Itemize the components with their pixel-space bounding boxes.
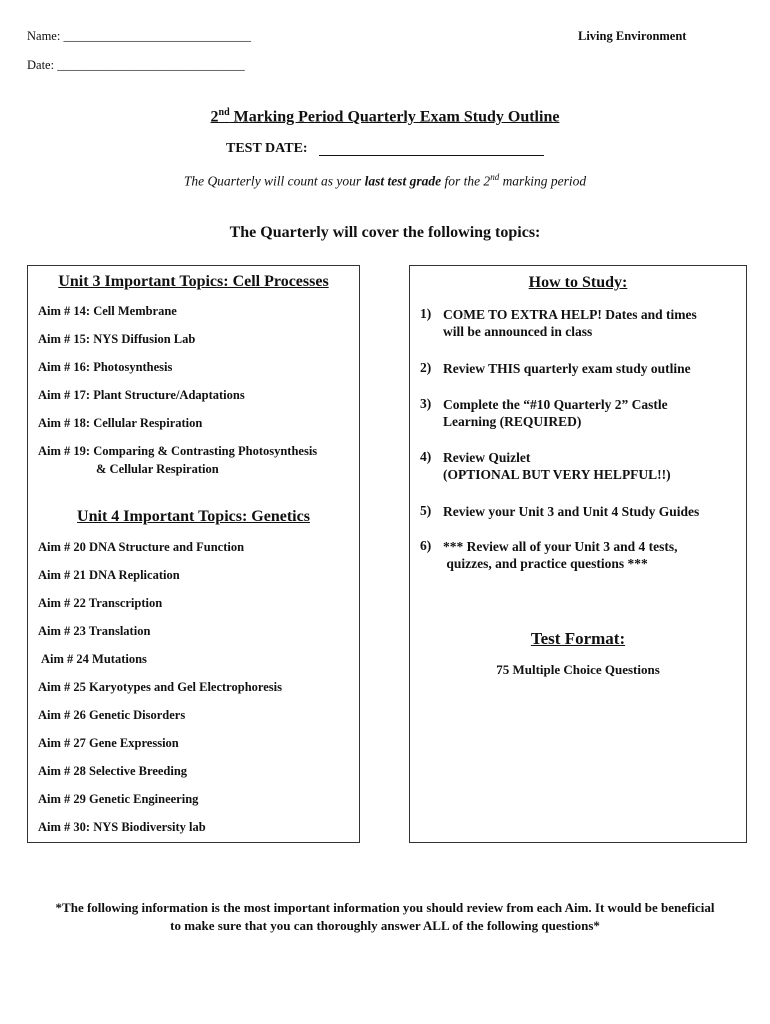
page-title — [0, 107, 770, 126]
topics-heading: The Quarterly will cover the following topics: — [229, 224, 541, 241]
title-prefix: 2 — [210, 108, 219, 126]
test-format-detail: 75 Multiple Choice Questions — [496, 662, 660, 677]
footer-note-line2: to make sure that you can thoroughly answer ALL of the following questions* — [170, 918, 600, 933]
grade-note — [0, 172, 770, 190]
aim-23: Aim # 23 Translation — [38, 624, 151, 638]
title-rest: Marking Period Quarterly Exam Study Outline — [229, 108, 560, 126]
aim-26: Aim # 26 Genetic Disorders — [38, 708, 186, 722]
study-box — [409, 265, 747, 843]
footer-note-line1: *The following information is the most important information you should review from each Aim. It would be beneficial — [55, 900, 715, 915]
step-number: 2) — [420, 360, 432, 375]
step-number: 6) — [420, 538, 432, 553]
aim-30: Aim # 30: NYS Biodiversity lab — [38, 820, 206, 834]
study-step-5 — [420, 503, 699, 520]
aim-20: Aim # 20 DNA Structure and Function — [38, 540, 245, 554]
aim-16: Aim # 16: Photosynthesis — [38, 360, 173, 374]
study-step-4 — [420, 449, 671, 483]
grade-note-part3: marking period — [499, 173, 587, 189]
title-sup: nd — [218, 107, 230, 118]
date-field-label: Date: ______________________________ — [27, 58, 245, 72]
topics-box — [27, 265, 360, 843]
step-text: Review Quizlet — [443, 450, 531, 465]
grade-note-part2: for the 2 — [441, 173, 491, 189]
study-step-3 — [420, 396, 668, 430]
study-step-2 — [420, 360, 691, 377]
subject-label: Living Environment — [578, 29, 687, 43]
step-text: Review your Unit 3 and Unit 4 Study Guides — [443, 504, 700, 519]
test-format-title: Test Format: — [530, 629, 626, 648]
step-number: 3) — [420, 396, 432, 411]
aim-25: Aim # 25 Karyotypes and Gel Electrophoresis — [38, 680, 282, 694]
grade-note-part1: The Quarterly will count as your — [183, 173, 365, 189]
aim-19-continued: & Cellular Respiration — [96, 462, 219, 476]
test-date-line — [319, 155, 544, 156]
step-text: (OPTIONAL BUT VERY HELPFUL!!) — [443, 467, 671, 482]
grade-note-bold: last test grade — [364, 173, 442, 189]
study-step-6 — [420, 538, 678, 572]
aim-14: Aim # 14: Cell Membrane — [38, 304, 177, 318]
step-text: quizzes, and practice questions *** — [443, 556, 648, 571]
aim-21: Aim # 21 DNA Replication — [38, 568, 180, 582]
aim-19: Aim # 19: Comparing & Contrasting Photosynthesis — [38, 444, 318, 458]
step-text: will be announced in class — [443, 324, 593, 339]
aim-29: Aim # 29 Genetic Engineering — [38, 792, 199, 806]
step-text: Learning (REQUIRED) — [443, 414, 582, 429]
grade-note-sup: nd — [490, 172, 500, 182]
step-text: COME TO EXTRA HELP! Dates and times — [443, 307, 697, 322]
aim-15: Aim # 15: NYS Diffusion Lab — [38, 332, 196, 346]
aim-27: Aim # 27 Gene Expression — [38, 736, 179, 750]
unit3-title: Unit 3 Important Topics: Cell Processes — [58, 273, 329, 290]
aim-17: Aim # 17: Plant Structure/Adaptations — [38, 388, 245, 402]
aim-28: Aim # 28 Selective Breeding — [38, 764, 188, 778]
how-to-study-title: How to Study: — [528, 274, 628, 291]
aim-22: Aim # 22 Transcription — [38, 596, 163, 610]
step-text: *** Review all of your Unit 3 and 4 tests, — [443, 539, 678, 554]
unit4-title: Unit 4 Important Topics: Genetics — [77, 508, 310, 525]
step-text: Review THIS quarterly exam study outline — [443, 361, 691, 376]
test-date-label: TEST DATE: — [226, 141, 308, 156]
aim-18: Aim # 18: Cellular Respiration — [38, 416, 203, 430]
name-field-label: Name: ______________________________ — [27, 29, 251, 43]
step-number: 4) — [420, 449, 432, 464]
step-number: 1) — [420, 306, 432, 321]
step-text: Complete the “#10 Quarterly 2” Castle — [443, 397, 668, 412]
aim-24: Aim # 24 Mutations — [41, 652, 147, 666]
step-number: 5) — [420, 503, 432, 518]
study-step-1 — [420, 306, 697, 340]
